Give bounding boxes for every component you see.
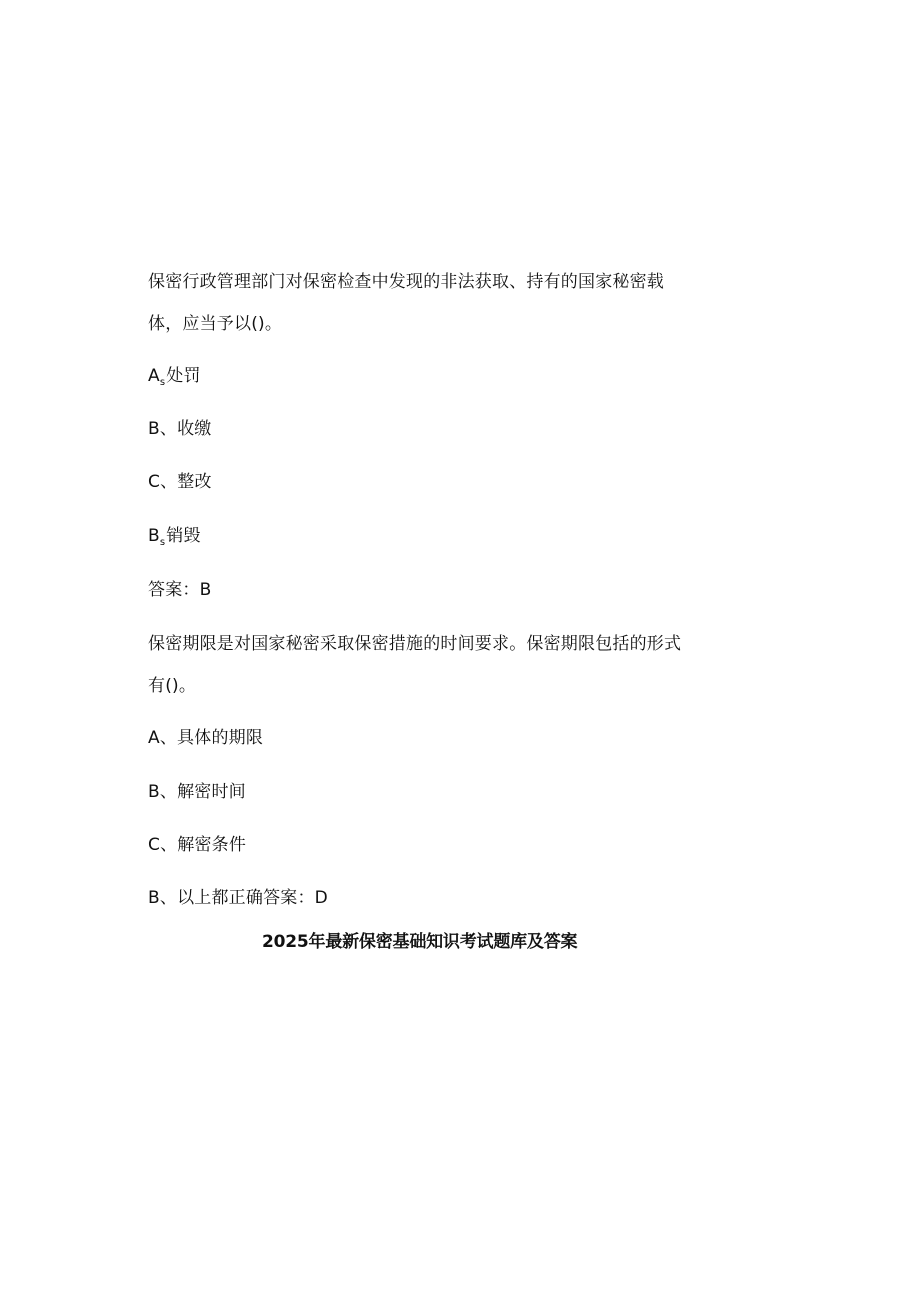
option-text: 具体的期限	[177, 728, 264, 748]
question-2-option-b	[148, 780, 246, 804]
option-separator: 、	[159, 419, 178, 439]
question-2-stem-line-1: 保密期限是对国家秘密采取保密措施的时间要求。保密期限包括的形式	[148, 634, 682, 654]
option-letter: B	[148, 782, 160, 802]
question-1-option-d	[148, 524, 201, 551]
question-1-option-c	[148, 470, 212, 494]
question-2-stem-line-2: 有()。	[148, 676, 197, 696]
option-separator: 、	[159, 888, 178, 908]
document-footer-title: 2025年最新保密基础知识考试题库及答案	[262, 932, 578, 952]
option-separator: s	[159, 537, 166, 548]
question-1-option-b	[148, 417, 211, 441]
option-letter: C	[148, 835, 161, 855]
question-1-answer: 答案：B	[148, 580, 212, 600]
option-letter: B	[148, 888, 160, 908]
option-separator: 、	[159, 782, 178, 802]
option-text: 销毁	[166, 526, 201, 546]
option-text: 处罚	[166, 366, 201, 386]
option-text: 解密条件	[177, 835, 247, 855]
option-letter: A	[148, 728, 160, 748]
option-letter: B	[148, 419, 160, 439]
option-separator: 、	[159, 728, 178, 748]
option-letter: B	[148, 526, 160, 546]
question-2-option-c	[148, 833, 246, 857]
option-letter: A	[148, 366, 160, 386]
option-letter: C	[148, 472, 161, 492]
question-1-stem-line-2: 体，应当予以()。	[148, 314, 283, 334]
option-text: 整改	[177, 472, 212, 492]
option-text: 以上都正确答案：D	[177, 888, 328, 908]
question-1-option-a	[148, 364, 201, 391]
question-1-stem-line-1: 保密行政管理部门对保密检查中发现的非法获取、持有的国家秘密载	[148, 272, 664, 292]
option-text: 收缴	[177, 419, 212, 439]
question-2-option-a	[148, 726, 263, 750]
option-separator: s	[159, 377, 166, 388]
option-text: 解密时间	[177, 782, 246, 802]
option-separator: 、	[160, 472, 178, 492]
question-2-option-d	[148, 886, 328, 910]
option-separator: 、	[160, 835, 178, 855]
